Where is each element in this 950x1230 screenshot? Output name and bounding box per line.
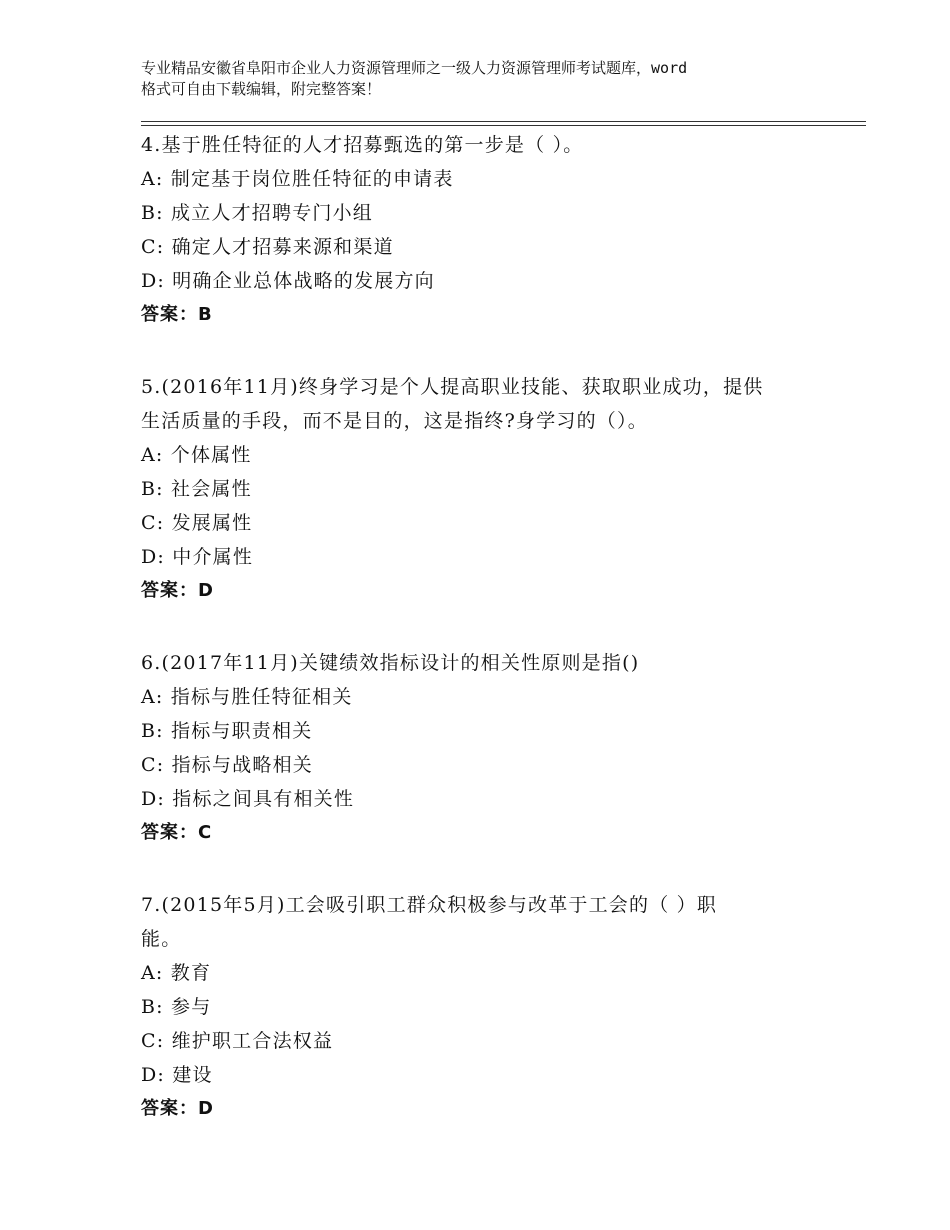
question-stem: 4.基于胜任特征的人才招募甄选的第一步是（ ）。 <box>141 134 584 156</box>
header-divider-bottom <box>141 125 866 126</box>
option-b: B: 参与 <box>141 996 212 1018</box>
option-d: D: 中介属性 <box>141 546 254 568</box>
question-7 <box>141 888 821 1126</box>
question-stem-line-1: 7.(2015年5月)工会吸引职工群众积极参与改革于工会的（ ）职 <box>141 894 718 916</box>
option-b: B: 指标与职责相关 <box>141 720 313 742</box>
option-a: A: 指标与胜任特征相关 <box>141 686 353 708</box>
option-d: D: 明确企业总体战略的发展方向 <box>141 270 435 292</box>
option-a: A: 制定基于岗位胜任特征的申请表 <box>141 168 454 190</box>
question-stem-line-1: 5.(2016年11月)终身学习是个人提高职业技能、获取职业成功，提供 <box>141 376 764 398</box>
document-header <box>141 58 831 100</box>
answer: 答案：D <box>141 580 214 601</box>
question-stem-line-2: 生活质量的手段，而不是目的，这是指终?身学习的（）。 <box>141 410 648 432</box>
option-c: C: 指标与战略相关 <box>141 754 313 776</box>
answer: 答案：C <box>141 822 213 843</box>
header-line-1: 专业精品安徽省阜阳市企业人力资源管理师之一级人力资源管理师考试题库，word <box>141 59 688 77</box>
option-c: C: 确定人才招募来源和渠道 <box>141 236 394 258</box>
option-b: B: 成立人才招聘专门小组 <box>141 202 374 224</box>
header-line-2: 格式可自由下载编辑，附完整答案！ <box>141 80 382 98</box>
option-d: D: 指标之间具有相关性 <box>141 788 355 810</box>
question-stem-line-2: 能。 <box>141 928 182 950</box>
header-divider-top <box>141 121 866 122</box>
question-list <box>141 128 821 1164</box>
option-a: A: 教育 <box>141 962 212 984</box>
option-a: A: 个体属性 <box>141 444 252 466</box>
option-d: D: 建设 <box>141 1064 213 1086</box>
question-6 <box>141 646 821 850</box>
option-c: C: 维护职工合法权益 <box>141 1030 334 1052</box>
answer: 答案：B <box>141 304 213 325</box>
option-c: C: 发展属性 <box>141 512 253 534</box>
question-4 <box>141 128 821 332</box>
question-5 <box>141 370 821 608</box>
question-stem: 6.(2017年11月)关键绩效指标设计的相关性原则是指() <box>141 652 640 674</box>
option-b: B: 社会属性 <box>141 478 252 500</box>
answer: 答案：D <box>141 1098 214 1119</box>
